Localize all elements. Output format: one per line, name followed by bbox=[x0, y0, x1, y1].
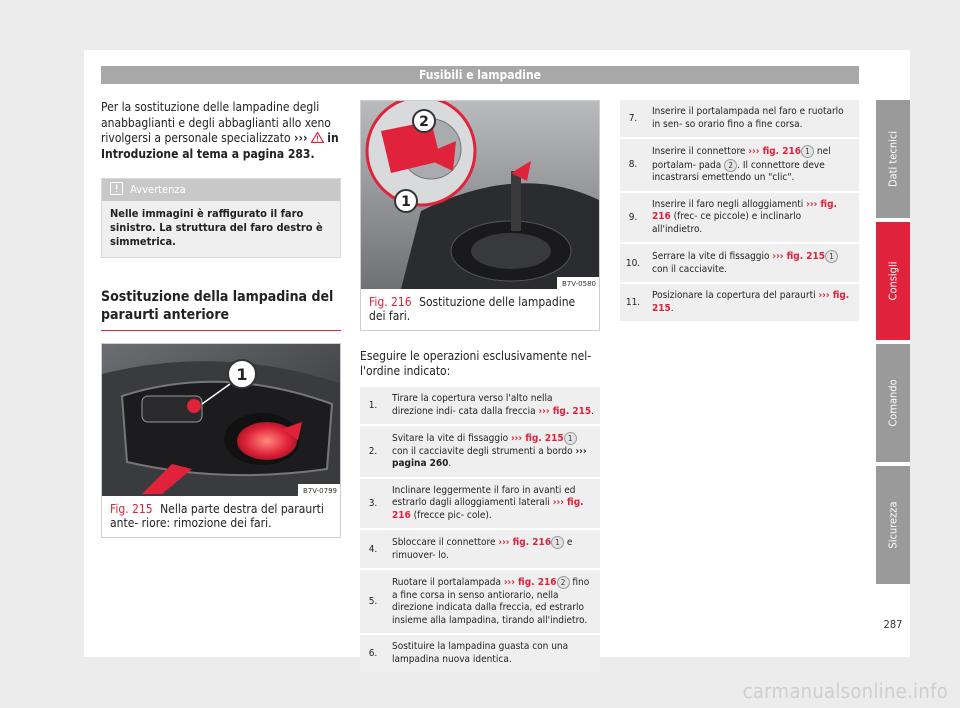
step-number: 6. bbox=[368, 648, 378, 659]
step-text-part: fino a fine corsa in senso antiorario, nella direzione indicata dalla freccia, ed estrarlo insieme alla lampadina, tirando all'indietro. bbox=[392, 577, 590, 626]
figure-215 bbox=[101, 343, 341, 538]
step-text bbox=[386, 570, 600, 633]
step-number: 7. bbox=[628, 113, 638, 124]
figure-216-text: Sostituzione delle lampadine dei fari. bbox=[369, 295, 576, 323]
step-text-part: . Il connettore deve incastrarsi emettendo un "clic". bbox=[652, 159, 825, 183]
step-item bbox=[620, 139, 859, 191]
step-text-part: Inserire il portalampada nel faro e ruotarlo in sen- so orario fino a fine corsa. bbox=[652, 106, 844, 130]
step-item bbox=[360, 570, 600, 633]
chapter-tabs bbox=[876, 100, 910, 588]
warning-box bbox=[101, 178, 341, 258]
callout-marker: 2 bbox=[724, 159, 737, 172]
intro-link-arrows[interactable]: ››› bbox=[294, 131, 308, 145]
step-item bbox=[620, 284, 859, 321]
step-text-part: Sostituire la lampadina guasta con una lampadina nuova identica. bbox=[392, 641, 569, 665]
step-number: 3. bbox=[368, 497, 378, 509]
cross-reference-link[interactable]: ››› fig. 215 bbox=[652, 290, 850, 314]
step-text bbox=[646, 284, 859, 321]
step-text-part: Sbloccare il connettore bbox=[392, 537, 499, 548]
tab-label: Consigli bbox=[886, 261, 900, 301]
step-text-part: Tirare la copertura verso l'alto nella direzione indi- cata dalla freccia bbox=[392, 393, 553, 417]
step-text bbox=[386, 387, 600, 424]
column-right bbox=[620, 100, 859, 323]
callout-marker: 2 bbox=[557, 576, 570, 589]
step-text-part: e rimuover- lo. bbox=[392, 537, 573, 561]
step-text bbox=[386, 426, 600, 477]
cross-reference-link[interactable]: ››› fig. 216 bbox=[498, 537, 552, 548]
warning-heading: Avvertenza bbox=[130, 183, 186, 196]
cross-reference-link[interactable]: ››› pagina 260 bbox=[392, 445, 587, 469]
step-text-part: Serrare la vite di fissaggio bbox=[652, 251, 773, 262]
warning-triangle-icon bbox=[311, 131, 327, 145]
figure-216-caption bbox=[361, 289, 599, 330]
tab-consigli[interactable] bbox=[876, 222, 910, 340]
step-text-part: nel portalam- pada bbox=[652, 146, 831, 171]
callout-marker: 1 bbox=[551, 536, 564, 549]
callout-marker: 1 bbox=[564, 432, 577, 445]
figure-215-caption bbox=[102, 496, 340, 537]
fig216-callout-1: 1 bbox=[401, 194, 411, 210]
warning-body: Nelle immagini è raffigurato il faro sinistro. La struttura del faro destro è simmetrica. bbox=[110, 207, 323, 248]
callout-marker: 1 bbox=[825, 250, 838, 263]
tab-label: Sicurezza bbox=[886, 501, 900, 549]
fig215-callout-1: 1 bbox=[236, 365, 248, 384]
figure-216-image bbox=[361, 101, 599, 289]
tab-sicurezza[interactable] bbox=[876, 466, 910, 584]
steps-list-right bbox=[620, 100, 859, 321]
step-text-part: Inclinare leggermente il faro in avanti ed estrarlo dagli alloggiamenti laterali bbox=[392, 484, 576, 508]
fig216-code: B7V-0580 bbox=[562, 280, 596, 288]
step-text-part: con il cacciavite degli strumenti a bordo bbox=[392, 445, 576, 457]
intro-text: Per la sostituzione delle lampadine degli anabbaglianti e degli abbaglianti allo xeno rivolgersi a personale specializzato bbox=[101, 100, 331, 145]
step-text bbox=[646, 100, 859, 137]
step-text bbox=[386, 635, 600, 672]
step-text-part: . bbox=[591, 405, 595, 417]
step-text-part: Inserire il connettore bbox=[652, 146, 749, 157]
step-text-part: (frec- ce piccole) e inclinarlo all'indietro. bbox=[652, 211, 802, 235]
cross-reference-link[interactable]: ››› fig. 216 bbox=[392, 497, 584, 521]
step-number: 1. bbox=[368, 400, 378, 411]
step-text bbox=[646, 244, 859, 282]
intro-reference[interactable]: in Introduzione al tema a pagina 283. bbox=[101, 131, 339, 161]
figure-216 bbox=[360, 100, 600, 331]
step-text-part: Posizionare la copertura del paraurti bbox=[652, 290, 819, 301]
step-text-part: Inserire il faro negli alloggiamenti bbox=[652, 198, 807, 210]
warning-header bbox=[102, 179, 340, 201]
tab-label: Comando bbox=[886, 379, 900, 427]
figure-216-number: Fig. 216 bbox=[369, 295, 412, 309]
cross-reference-link[interactable]: ››› fig. 215 bbox=[772, 251, 826, 262]
section-title: Sostituzione della lampadina del paraurti anteriore bbox=[101, 288, 341, 331]
fig216-callout-2: 2 bbox=[419, 114, 429, 130]
step-text bbox=[646, 193, 859, 243]
operations-intro: Eseguire le operazioni esclusivamente nel- l'ordine indicato: bbox=[360, 349, 592, 378]
step-item bbox=[360, 479, 600, 529]
step-text-part: con il cacciavite. bbox=[652, 263, 727, 275]
cross-reference-link[interactable]: ››› fig. 215 bbox=[538, 405, 592, 417]
cross-reference-link[interactable]: ››› fig. 216 bbox=[652, 198, 837, 222]
step-text bbox=[646, 139, 859, 191]
step-number: 5. bbox=[368, 596, 378, 607]
tab-dati-tecnici[interactable] bbox=[876, 100, 910, 218]
tab-label: Dati tecnici bbox=[886, 130, 900, 188]
figure-215-image bbox=[102, 344, 340, 496]
steps-list-left bbox=[360, 387, 600, 672]
step-number: 11. bbox=[625, 297, 641, 308]
step-number: 2. bbox=[368, 445, 378, 457]
page-number: 287 bbox=[883, 618, 903, 631]
step-number: 9. bbox=[628, 211, 638, 223]
tab-comando[interactable] bbox=[876, 344, 910, 462]
step-item bbox=[620, 193, 859, 243]
figure-215-number: Fig. 215 bbox=[110, 502, 153, 516]
step-text-part: . bbox=[448, 458, 452, 469]
intro-paragraph bbox=[101, 100, 341, 162]
step-text-part: Ruotare il portalampada bbox=[392, 577, 504, 588]
step-text-part: . bbox=[670, 302, 674, 314]
cross-reference-link[interactable]: ››› fig. 216 bbox=[503, 577, 557, 588]
step-number: 8. bbox=[628, 159, 638, 171]
step-item bbox=[360, 635, 600, 672]
cross-reference-link[interactable]: ››› fig. 216 bbox=[748, 146, 802, 157]
step-item bbox=[360, 387, 600, 424]
step-item bbox=[620, 100, 859, 137]
step-number: 10. bbox=[625, 257, 641, 269]
callout-marker: 1 bbox=[801, 145, 814, 158]
step-text-part: Svitare la vite di fissaggio bbox=[392, 433, 511, 444]
figure-215-text: Nella parte destra del paraurti ante- riore: rimozione dei fari. bbox=[110, 502, 324, 530]
step-number: 4. bbox=[368, 543, 378, 555]
column-left bbox=[101, 100, 341, 538]
step-text bbox=[386, 530, 600, 568]
step-text-part: (frecce pic- cole). bbox=[410, 509, 492, 521]
step-item bbox=[360, 426, 600, 477]
watermark: carmanualsonline.info bbox=[742, 679, 948, 703]
step-item bbox=[620, 244, 859, 282]
step-text bbox=[386, 479, 600, 529]
column-middle bbox=[360, 100, 600, 674]
cross-reference-link[interactable]: ››› fig. 215 bbox=[510, 433, 564, 444]
page-header: Fusibili e lampadine bbox=[101, 66, 859, 84]
fig215-code: B7V-0799 bbox=[303, 487, 337, 495]
step-item bbox=[360, 530, 600, 568]
info-icon bbox=[110, 181, 123, 194]
